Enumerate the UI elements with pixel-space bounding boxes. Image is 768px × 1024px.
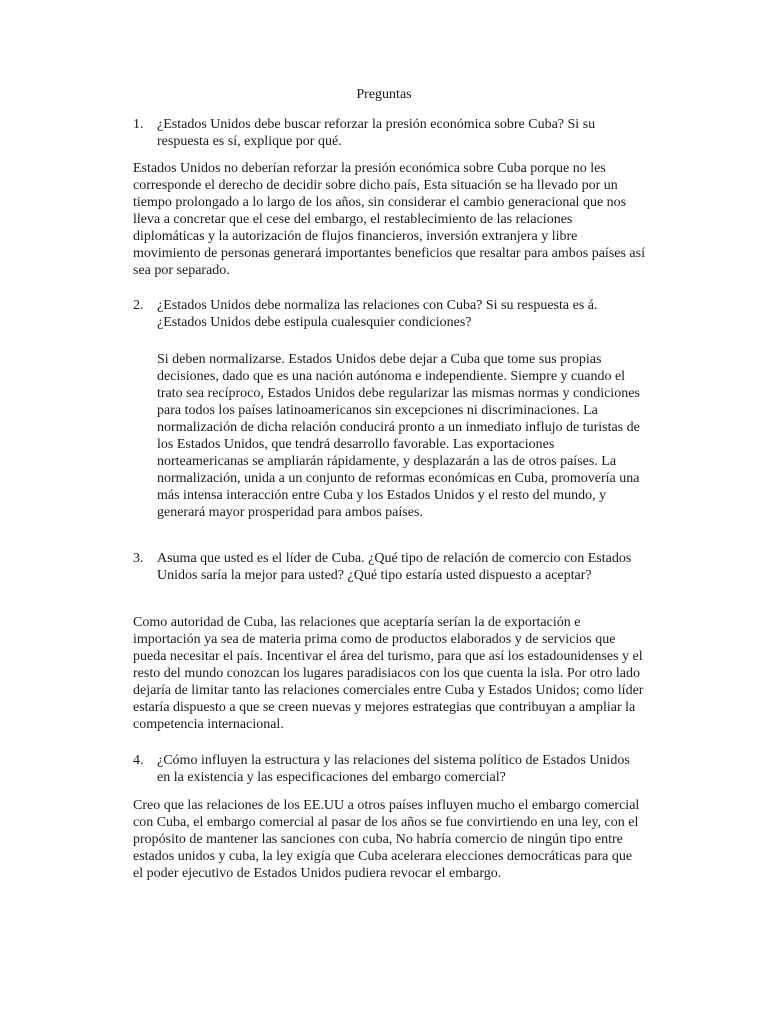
question-2-text: ¿Estados Unidos debe normaliza las relaciones con Cuba? Si su respuesta es á. ¿Estados Unidos debe estipula cualesquier condiciones? [157, 298, 598, 330]
question-4 [133, 752, 645, 786]
answer-1: Estados Unidos no deberían reforzar la presión económica sobre Cuba porque no les corresponde el derecho de decidir sobre dicho país, Esta situación se ha llevado por un tiempo prolongado a lo largo de los años, sin considerar el cambio generacional que nos lleva a concretar que el cese del embargo, el restablecimiento de las relaciones diplomáticas y la autorización de flujos financieros, inversión extranjera y libre movimiento de personas generará importantes beneficios que resaltar para ambos países así sea por separado. [133, 161, 645, 278]
question-1-text: ¿Estados Unidos debe buscar reforzar la presión económica sobre Cuba? Si su respuesta es sí, explique por qué. [157, 117, 596, 149]
question-4-number: 4. [133, 753, 144, 768]
answer-3: Como autoridad de Cuba, las relaciones que aceptaría serían la de exportación e importación ya sea de materia prima como de productos elaborados y de servicios que pueda necesitar el país. Incentivar el área del turismo, para que así los estadounidenses y el resto del mundo conozcan los lugares paradisiacos con los que cuenta la isla. Por otro lado dejaría de limitar tanto las relaciones comerciales entre Cuba y Estados Unidos; como líder estaría dispuesto a que se creen nuevas y mejores estrategias que contribuyan a ampliar la competencia internacional. [133, 615, 644, 732]
question-3-number: 3. [133, 551, 144, 566]
question-1-number: 1. [133, 117, 144, 132]
question-3-text: Asuma que usted es el líder de Cuba. ¿Qué tipo de relación de comercio con Estados Unidos saría la mejor para usted? ¿Qué tipo estaría usted dispuesto a aceptar? [157, 551, 632, 583]
answer-4: Creo que las relaciones de los EE.UU a otros países influyen mucho el embargo comercial con Cuba, el embargo comercial al pasar de los años se fue convirtiendo en una ley, con el propósito de mantener las sanciones con cuba, No habría comercio de ningún tipo entre estados unidos y cuba, la ley exigía que Cuba acelerara elecciones democráticas para que el poder ejecutivo de Estados Unidos pudiera revocar el embargo. [133, 798, 640, 881]
question-3 [133, 550, 645, 584]
question-1 [133, 116, 645, 150]
page-title: Preguntas [356, 87, 412, 102]
answer-2: Si deben normalizarse. Estados Unidos debe dejar a Cuba que tome sus propias decisiones, dado que es una nación autónoma e independiente. Siempre y cuando el trato sea recíproco, Estados Unidos debe regularizar las mismas normas y condiciones para todos los países latinoamericanos sin excepciones ni discriminaciones. La normalización de dicha relación conducirá pronto a un inmediato influjo de turistas de los Estados Unidos, que tendrá desarrollo favorable. Las exportaciones norteamericanas se ampliarán rápidamente, y desplazarán a las de otros países. La normalización, unida a un conjunto de reformas económicas en Cuba, promovería una más intensa interacción entre Cuba y los Estados Unidos y el resto del mundo, y generará mayor prosperidad para ambos países. [157, 352, 640, 520]
question-2-number: 2. [133, 298, 144, 313]
question-2 [133, 297, 645, 331]
question-4-text: ¿Cómo influyen la estructura y las relaciones del sistema político de Estados Unidos en la existencia y las especificaciones del embargo comercial? [157, 753, 630, 785]
